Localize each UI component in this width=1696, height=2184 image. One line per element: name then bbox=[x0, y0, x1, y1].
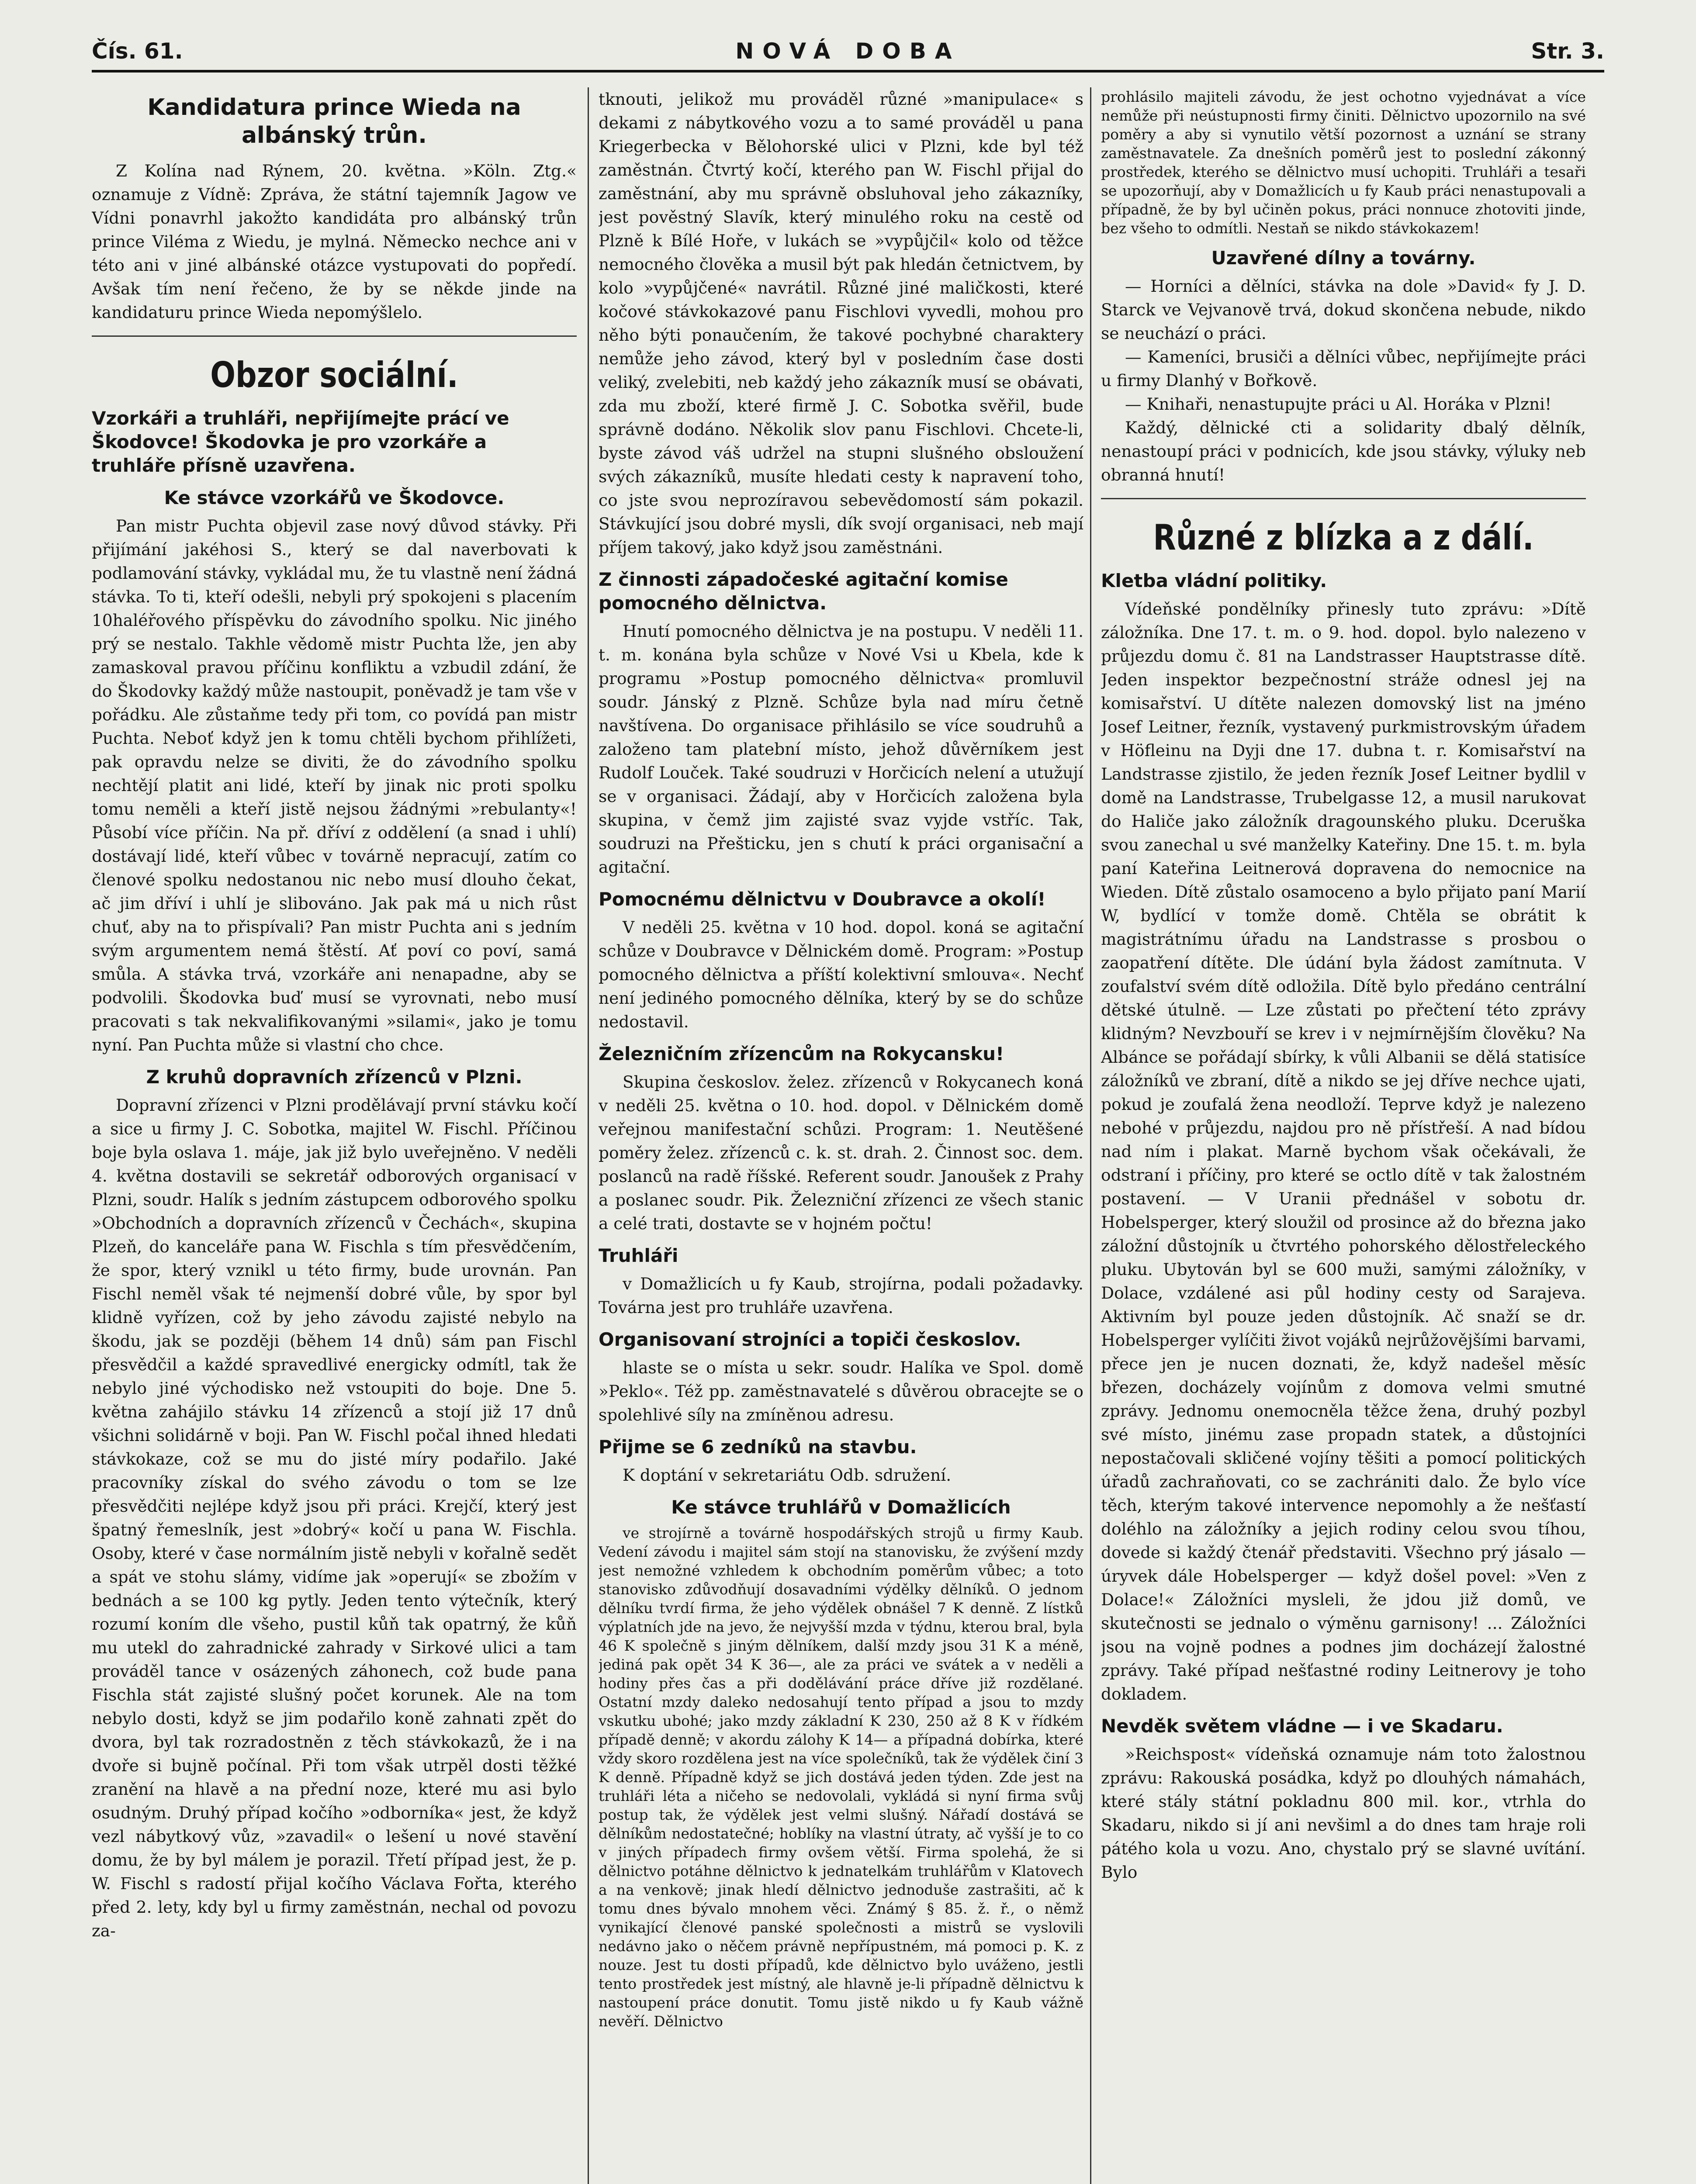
article-masons: K doptání v sekretariátu Odb. sdružení. bbox=[623, 1465, 952, 1485]
article-domazlice-cont: prohlásilo majiteli závodu, že jest ochotno vyjednávat a více nemůže při neústupnosti firmy činiti. Dělnictvo upozornilo na své poměry a aby si vynutilo větší pozornost a uznání se strany zaměstnavatele. Za dnešních poměrů jest to poslední zákonný prostředek, kterého se dělnictvo musí uchopiti. Truhláři a tesaři se upozorňují, aby v Domažlicích u fy Kaub práci nenastupovali a případně, že by byl učiněn pokus, práci nonnuce zhotoviti jinde, bez všeho to odmítli. Nestaň se nikdo stávkokazem! bbox=[1101, 88, 1586, 237]
article-carpenters: v Domažlicích u fy Kaub, strojírna, podali požadavky. Továrna jest pro truhláře uzavřena. bbox=[599, 1274, 1083, 1317]
subhead-masons: Přijme se 6 zedníků na stavbu. bbox=[599, 1436, 917, 1458]
article-agitation: Hnutí pomocného dělnictva je na postupu. V neděli 11. t. m. konána byla schůze v Nové Vsi u Kbela, kde k programu »Postup pomocného dělnictva« promluvil soudr. Jánský z Plzně. Schůze byla nad míru četně navštívena. Do organisace přihlásilo se více soudruhů a založeno tam platební místo, jehož důvěrníkem jest Rudolf Louček. Také soudruzi v Horčicích nelení a utužují se v organisaci. Žádají, aby v Horčicích založena byla skupina, v čemž jim zajisté svaz vyjde vstříc. Tak, soudruzi na Přešticku, jen s chutí k práci organisační a agitační. bbox=[599, 622, 1083, 877]
subhead-doubravka: Pomocnému dělnictvu v Doubravce a okolí! bbox=[599, 888, 1046, 910]
article-skodovka: Pan mistr Puchta objevil zase nový důvod stávky. Při přijímání jakéhosi S., který se dal naverbovati k podlamování stávky, vykládal mu, že tu vlastně není žádná stávka. To ti, kteří odešli, nebyli prý spokojeni s placením 10haléřového příspěvku do závodního spolku. Nic jiného prý se nestalo. Takhle vědomě mistr Puchta lže, jen aby zamaskoval pravou příčinu konfliktu a vzbudil zdání, že do Škodovky každý může nastoupit, poněvadž je tam vše v pořádku. Ale zůstaňme tedy při tom, co povídá pan mistr Puchta. Neboť když jen k tomu chtěli bychom přihlížeti, pak opravdu nelze se diviti, že do závodního spolku nechtějí platit ani lidé, kteří by jinak nic proti spolku tomu neměli a kteří jistě nejsou žádnými »rebulanty«! Působí více příčin. Na př. dříví z oddělení (a snad i uhlí) dostávají lidé, kteří vůbec v továrně nepracují, zatím co členové spolku nedostanou nic nebo musí dlouho čekat, ač jim dříví i uhlí je slibováno. Jak pak má u nich růst chuť, aby na to přispívali? Pan mistr Puchta ani s jedním svým argumentem nemá štěstí. Ať poví co poví, samá smůla. A stávka trvá, vzorkáře ani nenapadne, aby se podvolili. Škodovka buď musí se vyrovnati, nebo musí pracovati s tak nekvalifikovanými »silami«, jako je tomu nyní. Pan Puchta může si vlastní cho chce. bbox=[92, 516, 577, 1054]
warning-notice: Vzorkáři a truhláři, nepřijímejte prácí ve Škodovce! Škodovka je pro vzorkáře a truhláře přísně uzavřena. bbox=[92, 408, 509, 476]
article-transport-cont: tknouti, jelikož mu prováděl různé »manipulace« s dekami z nábytkového vozu a to samé prováděl u pana Kriegerbecka v Bělohorské ulici v Plzni, kde byl též zaměstnán. Čtvrtý kočí, kterého pan W. Fischl přijal do zaměstnání, aby mu správně obsluhoval jeho zákazníky, jest pověstný Slavík, který minulého roku na cestě od Plzně k Bílé Hoře, v lukách se »vypůjčil« kolo od těžce nemocného člověka a musil být pak hledán četnictvem, by kolo »vypůjčené« navrátil. Různé jiné maličkosti, které kočové stávkokazové panu Fischlovi vyvedli, mohou pro něho býti ponaučením, že takové pochybné charaktery nemůže jeho závod, který byl v posledním čase dosti veliký, zvelebiti, neb každý jeho zákazník musí se obávati, zda mu zboží, které firmě J. C. Sobotka svěřil, bude správně dodáno. Několik slov panu Fischlovi. Chcete-li, byste závod váš udržel na stupni slušného obsloužení svých zákazníků, musíte hledati cesty k napravení toho, co jste svou neprozíravou sebevědomostí sám pokazil. Stávkující jsou dobré mysli, dík svojí organisaci, neb mají příjem takový, jako když jsou zaměstnáni. bbox=[599, 90, 1083, 557]
section-title-various: Různé z blízka a z dálí. bbox=[1153, 517, 1534, 558]
subhead-skadar: Nevděk světem vládne — i ve Skadaru. bbox=[1101, 1715, 1503, 1737]
divider bbox=[92, 335, 577, 337]
notice-stonemasons: — Kameníci, brusiči a dělníci vůbec, nepřijímejte práci u firmy Dlanhý v Bořkově. bbox=[1101, 347, 1586, 390]
subhead-domazlice-strike: Ke stávce truhlářů v Domažlicích bbox=[671, 1496, 1011, 1518]
column-rule-1 bbox=[588, 87, 589, 2184]
subhead-curse-politics: Kletba vládní politiky. bbox=[1101, 570, 1327, 591]
column-2 bbox=[599, 87, 1083, 2184]
section-title-social: Obzor sociální. bbox=[210, 355, 458, 395]
notice-solidarity: Každý, dělnické cti a solidarity dbalý dělník, nenastoupí práci v podnicích, kde jsou stávky, výluky neb obranná hnutí! bbox=[1101, 418, 1586, 484]
divider bbox=[1101, 498, 1586, 499]
article-machinists: hlaste se o místa u sekr. soudr. Halíka ve Spol. domě »Peklo«. Též pp. zaměstnavatelé s důvěrou obracejte se o spolehlivé síly na zmíněnou adresu. bbox=[599, 1358, 1083, 1424]
article-rokycany: Skupina českoslov. želez. zřízenců v Rokycanech koná v neděli 25. května o 10. hod. dopol. v Dělnickém domě veřejnou manifestační schůzi. Program: 1. Neutěšené poměry želez. zřízenců c. k. st. drah. 2. Činnost soc. dem. poslanců na radě říšské. Referent soudr. Janoušek z Prahy a poslanec soudr. Pik. Železniční zřízenci ze všech stanic a celé trati, dostavte se v hojném počtu! bbox=[599, 1072, 1083, 1233]
subhead-rokycany: Železničním zřízencům na Rokycansku! bbox=[599, 1043, 1004, 1064]
article-wied: Z Kolína nad Rýnem, 20. května. »Köln. Ztg.« oznamuje z Vídně: Zpráva, že státní tajemník Jagow ve Vídni ponavrhl jakožto kandidáta pro albánský trůn prince Viléma z Wiedu, je mylná. Německo nechce ani v této ani v jiné albánské otázce vystupovati do popředí. Avšak tím není řečeno, že by se někde jinde na kandidaturu prince Wieda nepomýšlelo. bbox=[92, 161, 577, 322]
article-doubravka: V neděli 25. května v 10 hod. dopol. koná se agitační schůze v Doubravce v Dělnickém domě. Program: »Postup pomocného dělnictva a příští kolektivní smlouva«. Nechť není jediného pomocného dělníka, který by se do schůze nedostavil. bbox=[599, 918, 1083, 1031]
running-header bbox=[92, 35, 1604, 73]
issue-number: Čís. 61. bbox=[92, 38, 183, 64]
notice-miners: — Horníci a dělníci, stávka na dole »David« fy J. D. Starck ve Vejvanově trvá, dokud skončena nebude, nikdo se neuchází o práci. bbox=[1101, 276, 1586, 343]
subhead-carpenters: Truhláři bbox=[599, 1245, 678, 1266]
subhead-machinists: Organisovaní strojníci a topiči českoslov. bbox=[599, 1329, 1021, 1350]
subhead-agitation: Z činnosti západočeské agitační komise pomocného dělnictva. bbox=[599, 569, 1008, 614]
newspaper-title: NOVÁ DOBA bbox=[735, 38, 961, 64]
subhead-skodovka-strike: Ke stávce vzorkářů ve Škodovce. bbox=[164, 487, 505, 508]
page-number: Str. 3. bbox=[1531, 38, 1604, 64]
article-domazlice: ve strojírně a továrně hospodářských strojů u firmy Kaub. Vedení závodu i majitel sám stojí na stanovisku, že zvýšení mzdy jest nemožné vzhledem k obchodním poměrům vůbec; a toto stanovisko zdůvodňují dosavadními výdělky dělníků. O jednom dělníku tvrdí firma, že jeho výdělek obnášel 7 K denně. Z lístků výplatních jde na jevo, že nejvyšší mzda v týdnu, kterou bral, byla 46 K společně s jiným dělníkem, další mzdy jsou 31 K a méně, jediná pak opět 34 K 36—, ale za práci ve svátek a v neděli a hodiny přes čas a při dodělávání práce dříve již rozdělané. Ostatní mzdy daleko nedosahují tento případ a jsou to mzdy vskutku ubohé; jako mzdy základní K 230, 250 až 8 K v řídkém případě denně; v akordu zálohy K 14— a případná dobírka, které vždy skoro rozdělena jest na více společníků, tak že výdělek činí 3 K denně. Případně když se jich dostává jeden týden. Zde jest na truhláři léta a ničeho se nedovolali, vykládá si nyní firma svůj postup tak, že výdělek jest velmi slušný. Nářadí dostává se dělníkům nedostatečné; hoblíky na vlastní útraty, ač vyšší je to co v jiných případech firmy ovšem větší. Firma spolehá, že si dělnictvo potáhne dělnictvo k jednatelkám truhlářům v Klatovech a na venkově; jinak hledí dělnictvo jednoduše zastrašiti, ač k tomu dnes bývalo mnohem věci. Známý § 85. ž. ř., o němž vynikající členové panské společnosti a mistrů se vyslovili nedávno jako o něčem právně nepřípustném, má pomoci p. K. z nouze. Jest tu dosti případů, kde dělnictvo bylo uváženo, jestli tento prostředek jest místný, ale hlavně je-li případně dělnictvu k nastoupení práce donutit. Tomu jistě nikdo u fy Kaub vážně nevěří. Dělnictvo bbox=[599, 1524, 1083, 2030]
column-1 bbox=[92, 87, 577, 2184]
column-rule-2 bbox=[1090, 87, 1091, 2184]
notice-bookbinders: — Knihaři, nenastupujte práci u Al. Horáka v Plzni! bbox=[1125, 394, 1552, 414]
article-skadar: »Reichspost« vídeňská oznamuje nám toto žalostnou zprávu: Rakouská posádka, když po dlouhých námahách, které stály státní pokladnu 800 mil. kor., vtrhla do Skadaru, nikdo si jí ani nevšiml a do dnes tam hraje roli pátého kola u vozu. Ano, chystalo prý se slavné uvítání. Bylo bbox=[1101, 1745, 1586, 1882]
subhead-transport-workers: Z kruhů dopravních zřízenců v Plzni. bbox=[146, 1066, 523, 1088]
article-curse-politics: Vídeňské pondělníky přinesly tuto zprávu: »Dítě záložníka. Dne 17. t. m. o 9. hod. dopol. bylo nalezeno v průjezdu domu č. 81 na Landstrasser Hauptstrasse dítě. Jeden inspektor bezpečnostní stráže odnesl jej na komisařství. U dítěte nalezen domovský list na jméno Josef Leitner, řezník, vystavený purkmistrovským úřadem v Höfleinu na Dyji dne 17. dubna t. r. Komisařství na Landstrasse zjistilo, že jeden řezník Josef Leitner bydlil v domě na Landstrasse, Trubelgasse 12, a musil narukovat do Haliče jako záložník dragounského pluku. Dceruška svou zanechal u své manželky Kateřiny. Dne 15. t. m. byla paní Kateřina Leitnerová dopravena do nemocnice na Wieden. Dítě zůstalo osamoceno a bylo přijato paní Marií W, bydlící v tomže domě. Chtěla se obrátit k magistrátnímu úřadu na Landstrasse s prosbou o zaopatření dítěte. Dle údání byla žádost zamítnuta. V zoufalství svém dítě odložila. Dítě bylo předáno centrální dětské útulně. — Lze zůstati po přečtení této zprávy klidným? Nevzbouří se krev i v nejmírnějším člověku? Na Albánce se pořádají sbírky, k vůli Albanii se dělá statisíce záložníků ve zbraní, dítě a nikdo se jej dříve nechce ujati, pokud je zoufalá žena neodloží. Teprve když je nalezeno nebohé v průjezdu, najdou pro ně přístřeší. A nad bídou nad ním i plakat. Marně bychom však očekávali, že odstraní i příčiny, pro které se octlo dítě v tak žalostném postavení. — V Uranii přednášel v sobotu dr. Hobelsperger, který sloužil od prosince až do března jako záložní důstojník u čtvrtého pohorského dělostřeleckého pluku. Ubytován byl se 600 muži, samými záložníky, v Dolace, vzdálené asi půl hodiny cesty od Sarajeva. Aktivním byl pouze jeden důstojník. Ač snaží se dr. Hobelsperger vylíčiti život vojáků nejrůžovějšími barvami, přece jen je nucen doznati, že, když nadešel měsíc březen, docházely vojínům z domova velmi smutné zprávy. Jednomu onemocněla těžce žena, druhý pozbyl své místo, jinému zase propadn statek, a důstojníci nepostačovali skličené vojíny těšiti a pomocí politických úřadů zachraňovati, co se zachrániti dalo. Že bylo více těch, kterým takové intervence nepomohly a že nešťastí doléhlo na záložníky a jejich rodiny celou svou tíhou, dovede si každý čtenář představiti. Všechno prý jásalo — úryvek dále Hobelsperger — když došel povel: »Ven z Dolace!« Záložníci mysleli, že jdou již domů, ve skutečnosti se jednalo o výměnu garnisony! ... Záložníci jsou na vojně podnes a podnes jim docházejí žalostné zprávy. Také případ nešťastné rodiny Leitnerovy je toho dokladem. bbox=[1101, 599, 1586, 1704]
article-transport: Dopravní zřízenci v Plzni prodělávají první stávku kočí a sice u firmy J. C. Sobotka, majitel W. Fischl. Příčinou boje byla oslava 1. máje, jak již bylo uveřejněno. V neděli 4. května dostavili se sekretář odborových organisací v Plzni, soudr. Halík s jedním zástupcem odborového spolku »Obchodních a dopravních zřízenců v Čechách«, skupina Plzeň, do kanceláře pana W. Fischla s tím přesvědčením, že spor, který vznikl u této firmy, bude urovnán. Pan Fischl neměl však té nejmenší dobré vůle, by spor byl klidně vyřízen, což by jeho závodu zajisté nebylo na škodu, jak se později (během 14 dnů) sám pan Fischl přesvědčil a každé spravedlivé energicky odmítl, tak že nebylo jiné východisko než vstoupiti do boje. Dne 5. května zahájilo stávku 14 zřízenců a stojí již 17 dnů všichni solidárně v boji. Pan W. Fischl počal ihned hledati stávkokaze, což se mu do jisté míry podařilo. Jaké pracovníky získal do svého závodu o tom se lze přesvědčiti nejlépe když jsou při práci. Krejčí, který jest špatný řemeslník, jest »dobrý« kočí u pana W. Fischla. Osoby, které v čase normálním jistě nebyli v kořalně sedět a spát ve stohu slámy, vidíme jak »operují« se zbožím v bednách a se 100 kg pytly. Jeden tento výtečník, který rozumí koním dle všeho, pustil kůň tak opatrný, že kůň mu utekl do zahradnické zahrady v Sirkové ulici a tam prováděl tance v osázených záhonech, což bude pana Fischla stát zajisté slušný počet korunek. Ale na tom nebylo dosti, když se jim podařilo koně zahnati zpět do dvora, byl tak rozradostněn z těch stávkokazů, že i na dvoře si bujně počínal. Při tom však utrpěl dosti těžké zranění na hlavě a na přední noze, které mu asi bylo osudným. Druhý případ kočího »odborníka« jest, že když vezl nábytkový vůz, »zavadil« o lešení u nové stavění domu, že by byl málem je porazil. Třetí případ jest, že p. W. Fischl s radostí přijal kočího Václava Fořta, kterého před 2. lety, kdy byl u firmy zaměstnán, nechal od povozu za- bbox=[92, 1095, 577, 1940]
headline-wied: Kandidatura prince Wieda na albánský trůn. bbox=[147, 94, 521, 149]
subhead-closed-shops: Uzavřené dílny a továrny. bbox=[1211, 247, 1476, 269]
column-3 bbox=[1101, 87, 1586, 2184]
